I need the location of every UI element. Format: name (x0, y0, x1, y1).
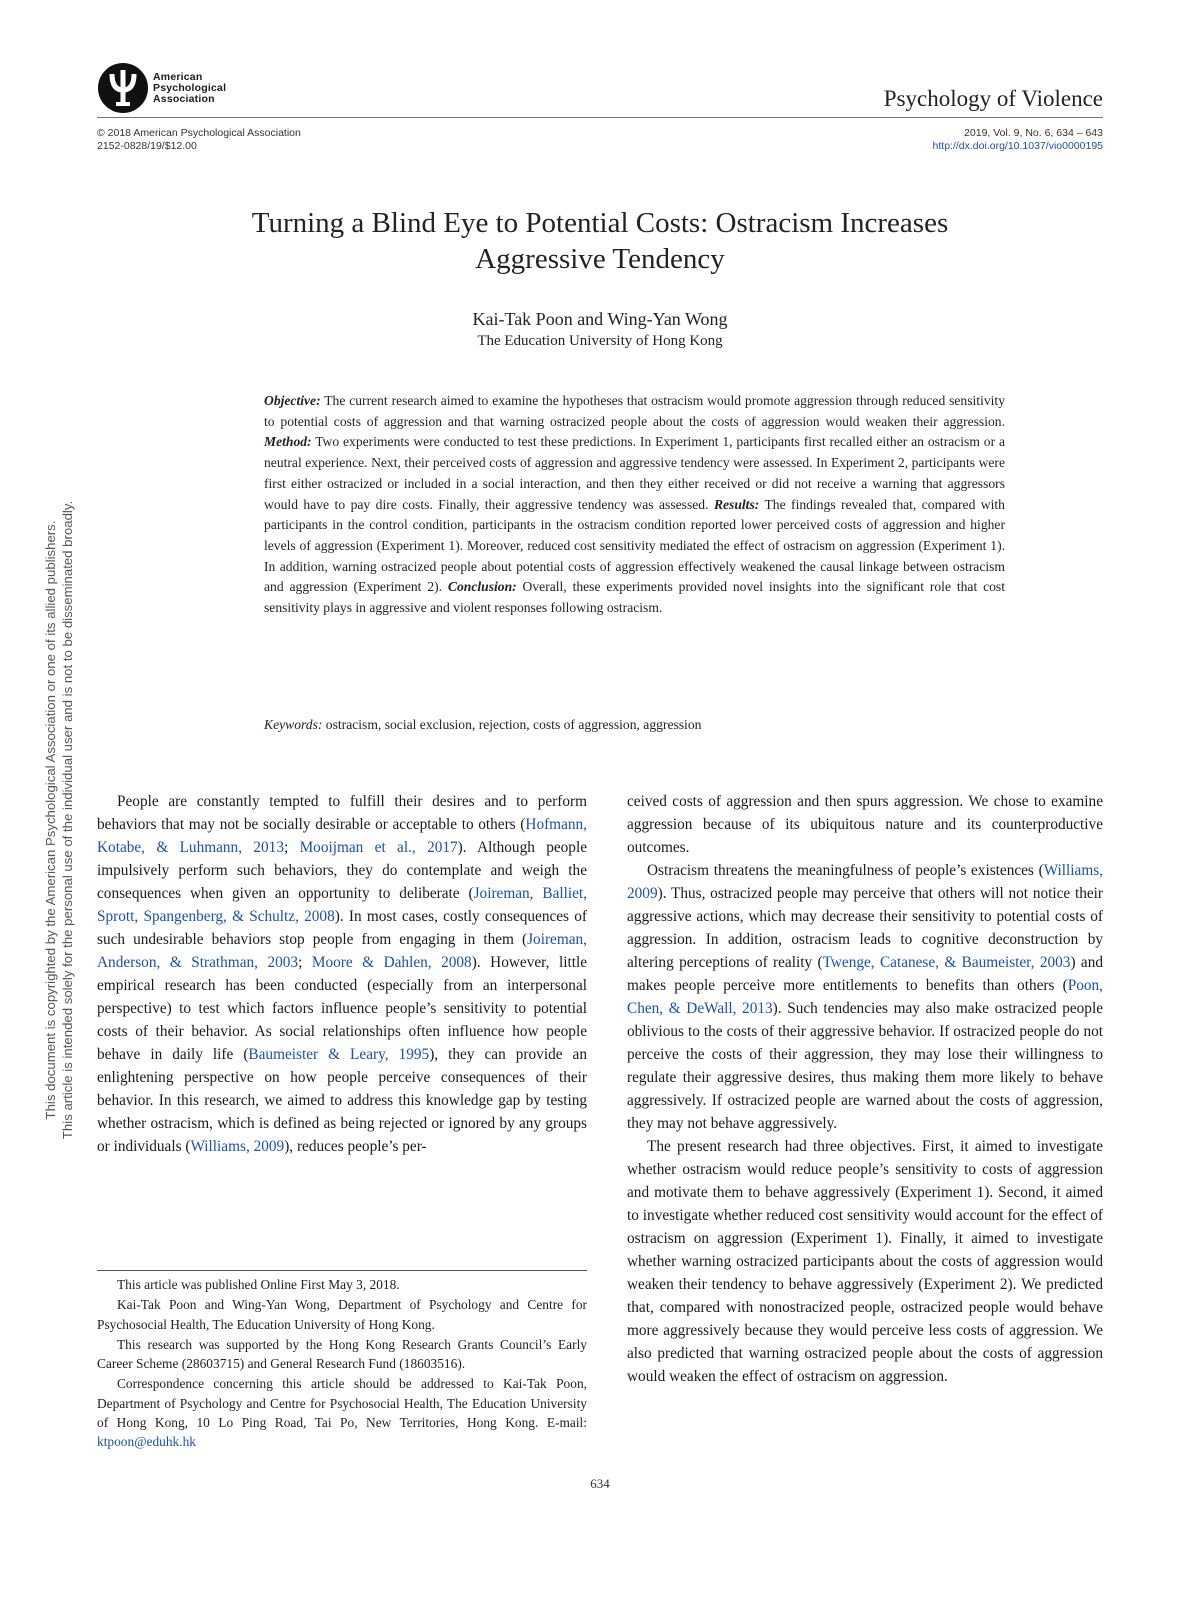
method-text: Two experiments were conducted to test these predictions. In Experiment 1, participants first recalled either an ostracism or a neutral experience. Next, their perceived costs of aggression and aggressive tendency were assessed. In Experiment 2, participants were first either ostracized or included in a social interaction, and then they either received or did not receive a warning that aggressors would have to pay dire costs. Finally, their aggressive tendency was assessed. (264, 434, 1005, 512)
footnote-divider (97, 1270, 587, 1271)
text-run: ). Thus, ostracized people may perceive that others will not notice their aggressive actions, which may decrease their sensitivity to potential costs of aggression. In addition, ostracism leads to cognitive deconstruction by altering perceptions of reality ( (627, 885, 1103, 971)
logo-line-1: American (153, 70, 203, 83)
footnote-published: This article was published Online First May 3, 2018. (117, 1277, 400, 1292)
logo-line-2: Psychological (153, 81, 227, 94)
conclusion-label: Conclusion: (447, 579, 517, 595)
keywords-text: ostracism, social exclusion, rejection, costs of aggression, aggression (322, 717, 702, 732)
email-link[interactable]: ktpoon@eduhk.hk (97, 1434, 196, 1450)
footnote-funding: This research was supported by the Hong Kong Research Grants Council’s Early Career Scheme (28603715) and General Research Fund (18603516). (97, 1336, 587, 1372)
keywords-label: Keywords: (264, 717, 323, 732)
text-run: ). Although people impulsively perform such behaviors, they do contemplate and weigh the consequences when given an opportunity to deliberate ( (97, 839, 587, 902)
method-label: Method: (264, 434, 312, 450)
text-run: ), reduces people’s per- (284, 1138, 427, 1155)
citation-link[interactable]: Joireman, Anderson, & Strathman, 2003 (97, 931, 587, 971)
article-title (150, 205, 1050, 277)
citation-link[interactable]: Williams, 2009 (190, 1138, 285, 1155)
footnote-correspondence (97, 1374, 587, 1451)
text-run: ; (298, 954, 312, 971)
header-divider (97, 117, 1103, 118)
text-run: ). In most cases, costly consequences of such undesirable behaviors stop people from engaging in them ( (97, 908, 587, 948)
body-left-column (97, 790, 587, 1158)
objective-label: Objective: (264, 393, 321, 408)
citation-link[interactable]: Joireman, Balliet, Sprott, Spangenberg, & Schultz, 2008 (97, 885, 587, 925)
citation-block (933, 127, 1103, 153)
citation-link[interactable]: Mooijman et al., 2017 (299, 839, 458, 856)
side-copyright-notice (42, 470, 75, 1170)
citation-text: 2019, Vol. 9, No. 6, 634 – 643 (964, 127, 1103, 139)
citation-link[interactable]: Hofmann, Kotabe, & Luhmann, 2013 (97, 816, 587, 856)
apa-psi-logo-icon (97, 62, 149, 114)
side-notice-line-1: This document is copyrighted by the American Psychological Association or one of its allied publishers. (43, 520, 58, 1120)
paragraph-ostracism (627, 859, 1103, 1135)
text-run: ). Such tendencies may also make ostracized people oblivious to the costs of their aggressive behavior. If ostracized people do not perceive the costs of their aggression, they may lose their willingness to regulate their aggressive desires, thus making them more likely to behave aggressively. If ostracized people are warned about the costs of aggression, they may not behave aggressively. (627, 1000, 1103, 1132)
copyright-block (97, 127, 301, 153)
body-right-column (627, 790, 1103, 1388)
footnotes (97, 1275, 587, 1453)
citation-link[interactable]: Williams, 2009 (627, 862, 1103, 902)
text-run: ). However, little empirical research has been conducted (especially from an interpersonal perspective) to test which factors influence people’s sensitivity to potential costs of their behavior. As social relationships often influence how people behave in daily life ( (97, 954, 588, 1063)
footnote-authors: Kai-Tak Poon and Wing-Yan Wong, Department of Psychology and Centre for Psychosocial Health, The Education University of Hong Kong. (97, 1297, 587, 1332)
doi-link[interactable]: http://dx.doi.org/10.1037/vio0000195 (932, 140, 1103, 152)
text-run: Correspondence concerning this article should be addressed to Kai-Tak Poon, Department of Psychology and Centre for Psychosocial Health, The Education University of Hong Kong, 10 Lo Ping Road, Tai Po, New Territories, Hong Kong. E-mail: (97, 1376, 587, 1431)
results-label: Results: (713, 496, 760, 512)
page-number: 634 (590, 1476, 610, 1491)
title-line-2: Aggressive Tendency (475, 243, 725, 275)
authors: Kai-Tak Poon and Wing-Yan Wong (472, 309, 728, 329)
side-notice-text (42, 470, 76, 1170)
citation-link[interactable]: Moore & Dahlen, 2008 (311, 954, 472, 971)
citation-link[interactable]: Baumeister & Leary, 1995 (248, 1046, 430, 1063)
apa-logo (97, 60, 227, 116)
text-run: ) and makes people perceive more entitlements to benefits than others ( (627, 954, 1103, 994)
objective-text: The current research aimed to examine the hypotheses that ostracism would promote aggression through reduced sensitivity to potential costs of aggression and that warning ostracized people about the costs of aggression would weaken their aggression. (264, 393, 1005, 429)
conclusion-text: Overall, these experiments provided novel insights into the significant role that cost sensitivity plays in aggressive and violent responses following ostracism. (264, 579, 1006, 616)
citation-link[interactable]: Twenge, Catanese, & Baumeister, 2003 (822, 954, 1071, 971)
intro-paragraph (97, 790, 587, 1158)
logo-line-3: Association (153, 92, 215, 105)
journal-title: Psychology of Violence (883, 86, 1103, 111)
text-run: People are constantly tempted to fulfill their desires and to perform behaviors that may not be socially desirable or acceptable to others ( (97, 793, 587, 833)
copyright-text: © 2018 American Psychological Association (97, 127, 301, 139)
side-notice-line-2: This article is intended solely for the personal use of the individual user and is not to be disseminated broadly. (60, 500, 75, 1140)
keywords (264, 717, 1005, 733)
issn-text: 2152-0828/19/$12.00 (97, 140, 197, 152)
affiliation: The Education University of Hong Kong (477, 333, 723, 349)
citation-link[interactable]: Poon, Chen, & DeWall, 2013 (627, 977, 1103, 1017)
abstract (264, 391, 1005, 619)
paragraph-objectives: The present research had three objectives. First, it aimed to investigate whether ostracism would reduce people’s sensitivity to costs of aggression and motivate them to behave aggressively (Experiment 1). Second, it aimed to investigate whether reduced cost sensitivity would account for the effect of ostracism on aggression (Experiment 1). Finally, it aimed to investigate whether warning ostracized participants about the costs of aggression would weaken their tendency to behave aggressively (Experiment 2). We predicted that, compared with nonostracized people, ostracized people would behave more aggressively because they would perceive less costs of aggression. We also predicted that warning ostracized people about the costs of aggression would weaken the effect of ostracism on aggression. (627, 1138, 1103, 1385)
text-run: Ostracism threatens the meaningfulness of people’s existences ( (647, 862, 1044, 879)
text-run: ; (283, 839, 300, 856)
results-text: The findings revealed that, compared with participants in the control condition, participants in the ostracism condition reported lower perceived costs of aggression and higher levels of aggression (Experiment 1). Moreover, reduced cost sensitivity mediated the effect of ostracism on aggression (Experiment 1). In addition, warning ostracized people about potential costs of aggression effectively weakened the causal linkage between ostracism and aggression (Experiment 2). (264, 496, 1005, 595)
paragraph-continuation: ceived costs of aggression and then spurs aggression. We chose to examine aggression because of its ubiquitous nature and its counterproductive outcomes. (627, 793, 1103, 856)
title-line-1: Turning a Blind Eye to Potential Costs: Ostracism Increases (251, 207, 949, 239)
apa-logo-text (153, 72, 226, 105)
text-run: ), they can provide an enlightening perspective on how people perceive consequences of their behavior. In this research, we aimed to address this knowledge gap by testing whether ostracism, which is defined as being rejected or ignored by any groups or individuals ( (97, 1046, 587, 1155)
